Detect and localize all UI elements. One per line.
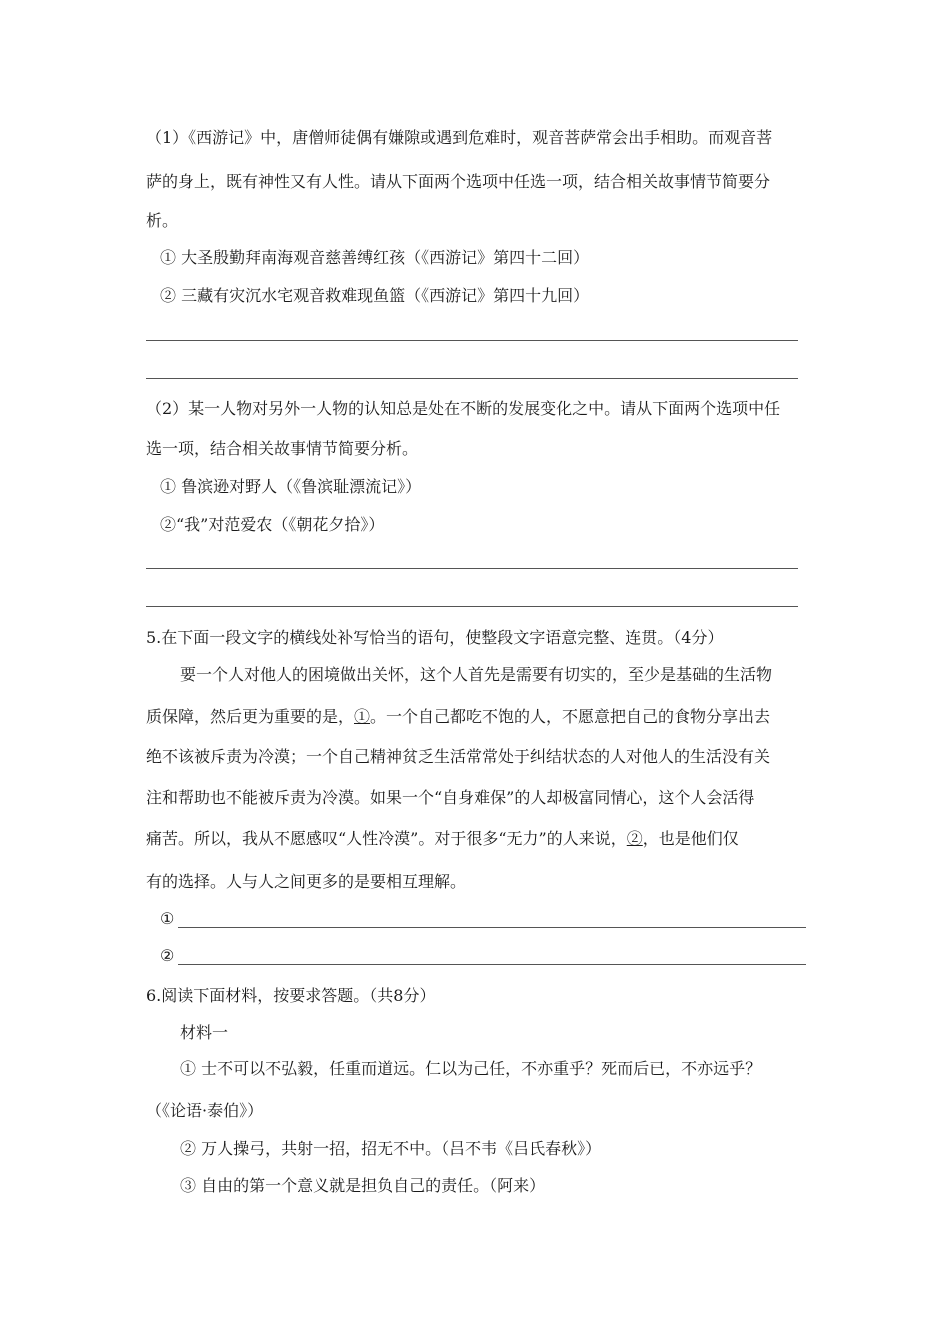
- q5-answer-1-label: ①: [160, 909, 175, 928]
- q4-part2-answer-line-1[interactable]: [146, 568, 798, 569]
- q6-material-label: 材料一: [180, 1023, 229, 1042]
- q4-part2-answer-line-2[interactable]: [146, 606, 798, 607]
- q4-part2-option-1: ① 鲁滨逊对野人（《鲁滨耻漂流记》）: [160, 477, 422, 496]
- q5-answer-1[interactable]: [160, 907, 806, 931]
- q4-part2-option-2: ②“我”对范爱农（《朝花夕拾》）: [160, 515, 385, 534]
- q5-para-line-2: [146, 705, 806, 729]
- q5-answer-2[interactable]: [160, 944, 806, 968]
- q5-para-line-2-end: 。一个自己都吃不饱的人，不愿意把自己的食物分享出去: [370, 707, 771, 726]
- q5-answer-2-underline: [178, 964, 806, 965]
- q4-part2-line-2: 选一项，结合相关故事情节简要分析。: [146, 439, 419, 458]
- q5-para-line-3: 绝不该被斥责为冷漠；一个自己精神贫乏生活常常处于纠结状态的人对他人的生活没有关: [146, 747, 771, 766]
- q6-item-1-source: （《论语·泰伯》）: [146, 1101, 264, 1120]
- q5-para-line-2-start: 质保障，然后更为重要的是，: [146, 707, 355, 726]
- q5-para-line-6: 有的选择。人与人之间更多的是要相互理解。: [146, 872, 467, 891]
- q5-para-line-1: 要一个人对他人的困境做出关怀，这个人首先是需要有切实的，至少是基础的生活物: [180, 665, 773, 684]
- q4-part2-line-1: （2）某一人物对另外一人物的认知总是处在不断的发展变化之中。请从下面两个选项中任: [146, 399, 781, 418]
- q6-item-1: ① 士不可以不弘毅，任重而道远。仁以为己任，不亦重乎？死而后已，不亦远乎？: [180, 1059, 762, 1078]
- q5-para-line-5-end: ，也是他们仅: [642, 829, 739, 848]
- q4-part1-line-1: （1）《西游记》中，唐僧师徒偶有嫌隙或遇到危难时，观音菩萨常会出手相助。而观音菩: [146, 128, 773, 147]
- blank-2-ref: ②: [626, 829, 643, 848]
- q4-part1-line-2: 萨的身上，既有神性又有人性。请从下面两个选项中任选一项，结合相关故事情节简要分: [146, 172, 771, 191]
- q5-para-line-4: 注和帮助也不能被斥责为冷漠。如果一个“自身难保”的人却极富同情心，这个人会活得: [146, 788, 755, 807]
- q5-para-line-5-start: 痛苦。所以，我从不愿感叹“人性冷漠”。对于很多“无力”的人来说，: [146, 829, 627, 848]
- q5-answer-2-label: ②: [160, 946, 175, 965]
- q4-part1-answer-line-2[interactable]: [146, 378, 798, 379]
- q4-part1-option-2: ② 三藏有灾沉水宅观音救难现鱼篮（《西游记》第四十九回）: [160, 286, 590, 305]
- blank-1-ref: ①: [354, 707, 371, 726]
- q5-answer-1-underline: [178, 927, 806, 928]
- q4-part1-answer-line-1[interactable]: [146, 340, 798, 341]
- q4-part1-option-1: ① 大圣殷勤拜南海观音慈善缚红孩（《西游记》第四十二回）: [160, 248, 590, 267]
- q6-title: 6.阅读下面材料，按要求答题。（共8分）: [146, 986, 436, 1005]
- q5-para-line-5: [146, 827, 806, 851]
- q6-item-3: ③ 自由的第一个意义就是担负自己的责任。（阿来）: [180, 1176, 546, 1195]
- q6-item-2: ② 万人操弓，共射一招，招无不中。（吕不韦《吕氏春秋》）: [180, 1139, 602, 1158]
- q5-title: 5.在下面一段文字的横线处补写恰当的语句，使整段文字语意完整、连贯。（4分）: [146, 628, 724, 647]
- q4-part1-line-3: 析。: [146, 211, 179, 230]
